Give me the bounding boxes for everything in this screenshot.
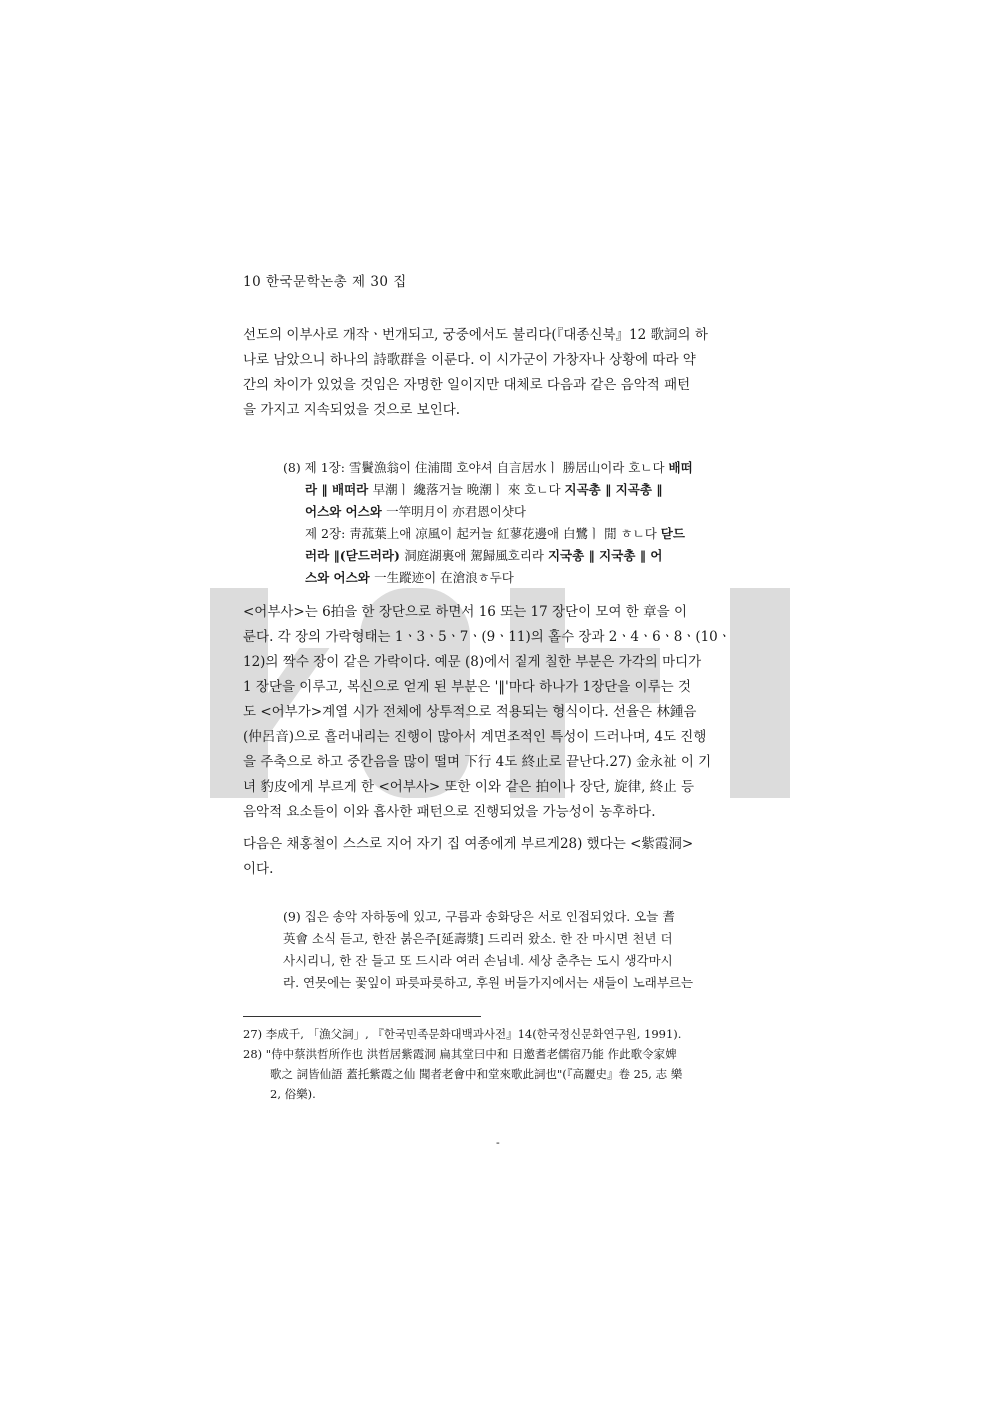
quote-line: 라. 연못에는 꽃잎이 파릇파릇하고, 후원 버들가지에서는 새들이 노래부르는	[283, 975, 694, 990]
footnotes	[243, 1024, 758, 1104]
quote-line: 어스와 어스와 一竿明月이 亦君恩이샷다	[305, 504, 526, 519]
footnote-28-cont: 歌之 詞皆仙語 蓋托紫霞之仙 聞者老會中和堂來歌此詞也"(『高麗史』卷 25, 志 樂	[270, 1067, 683, 1081]
footnote-28-cont: 2, 俗樂).	[270, 1087, 316, 1101]
quote-line: 스와 어스와 一生蹤迹이 在滄浪ㅎ두다	[305, 570, 514, 585]
body-paragraph-3	[243, 832, 758, 882]
quote-line: 英會 소식 듣고, 한잔 붉은주[延壽漿] 드리러 왔소. 한 잔 마시면 천년 더	[283, 931, 673, 946]
text-line: 12)의 짝수 장이 같은 가락이다. 예문 (8)에서 짙게 칠한 부분은 가각의 마디가	[243, 654, 702, 670]
text-line: 을 주축으로 하고 중간음을 많이 떨며 下行 4도 終止로 끝난다.27) 金永祉 이 기	[243, 754, 712, 770]
quote-example-8	[283, 457, 753, 589]
text-line: 1 장단을 이루고, 복신으로 얻게 된 부분은 '‖'마다 하나가 1장단을 이루는 것	[243, 679, 691, 695]
text-line: 을 가지고 지속되었을 것으로 보인다.	[243, 402, 461, 418]
footnote-28: 28) "侍中蔡洪哲所作也 洪哲居紫霞洞 扁其堂曰中和 日邀耆老儒宿乃能 作此歌令家婢	[243, 1047, 677, 1061]
quote-line: 러라 ‖(닫드러라) 洞庭湖裏애 駕歸風호리라 지국총 ‖ 지국총 ‖ 어	[305, 548, 663, 563]
quote-line: (8) 제 1장: 雪鬢漁翁이 住浦間 호야셔 自言居水ㅣ 勝居山이라 호ㄴ다 배떠	[283, 460, 693, 475]
text-line: 선도의 이부사로 개작ㆍ번개되고, 궁중에서도 불리다(『대종신북』12 歌詞의 하	[243, 327, 708, 343]
footnote-separator	[243, 1016, 481, 1017]
text-line: (仲呂音)으로 흘러내리는 진행이 많아서 계면조적인 특성이 드러나며, 4도 진행	[243, 729, 707, 745]
text-line: 이다.	[243, 861, 274, 877]
quote-line: (9) 집은 송악 자하동에 있고, 구름과 송화당은 서로 인접되었다. 오늘 耆	[283, 909, 675, 924]
page-mark: -	[496, 1136, 500, 1149]
quote-line: 제 2장: 靑菰葉上애 凉風이 起커늘 紅蓼花邊애 白鷺ㅣ 閒 ㅎㄴ다 닫드	[305, 526, 685, 541]
quote-example-9	[283, 906, 753, 994]
quote-line: 사시리니, 한 잔 들고 또 드시라 여러 손님네. 세상 춘추는 도시 생각마시	[283, 953, 673, 968]
text-line: <어부사>는 6拍을 한 장단으로 하면서 16 또는 17 장단이 모여 한 章을 이	[243, 604, 688, 620]
text-line: 룬다. 각 장의 가락형태는 1ㆍ3ㆍ5ㆍ7ㆍ(9ㆍ11)의 홀수 장과 2ㆍ4ㆍ6ㆍ8ㆍ(10ㆍ	[243, 629, 731, 645]
footnote-27: 27) 李成千, 「漁父詞」, 『한국민족문화대백과사전』14(한국정신문화연구원, 1991).	[243, 1027, 682, 1041]
text-line: 간의 차이가 있었을 것임은 자명한 일이지만 대체로 다음과 같은 음악적 패턴	[243, 377, 691, 393]
text-line: 다음은 채홍철이 스스로 지어 자기 집 여종에게 부르게28) 했다는 <紫霞洞>	[243, 836, 694, 852]
body-paragraph-1	[243, 323, 758, 423]
body-paragraph-2	[243, 600, 758, 825]
text-line: 도 <어부가>계열 시가 전체에 상투적으로 적용되는 형식이다. 선율은 林鍾음	[243, 704, 697, 720]
running-header: 10 한국문학논총 제 30 집	[243, 274, 407, 290]
text-line: 나로 남았으니 하나의 詩歌群을 이룬다. 이 시가군이 가창자나 상황에 따라 약	[243, 352, 696, 368]
text-line: 녀 豹皮에게 부르게 한 <어부사> 또한 이와 같은 拍이나 장단, 旋律, 終止 등	[243, 779, 695, 795]
quote-line: 라 ‖ 배떠라 早潮ㅣ 纔落거늘 晩潮ㅣ 來 호ㄴ다 지곡총 ‖ 지곡총 ‖	[305, 482, 663, 497]
text-line: 음악적 요소들이 이와 흡사한 패턴으로 진행되었을 가능성이 농후하다.	[243, 804, 656, 820]
